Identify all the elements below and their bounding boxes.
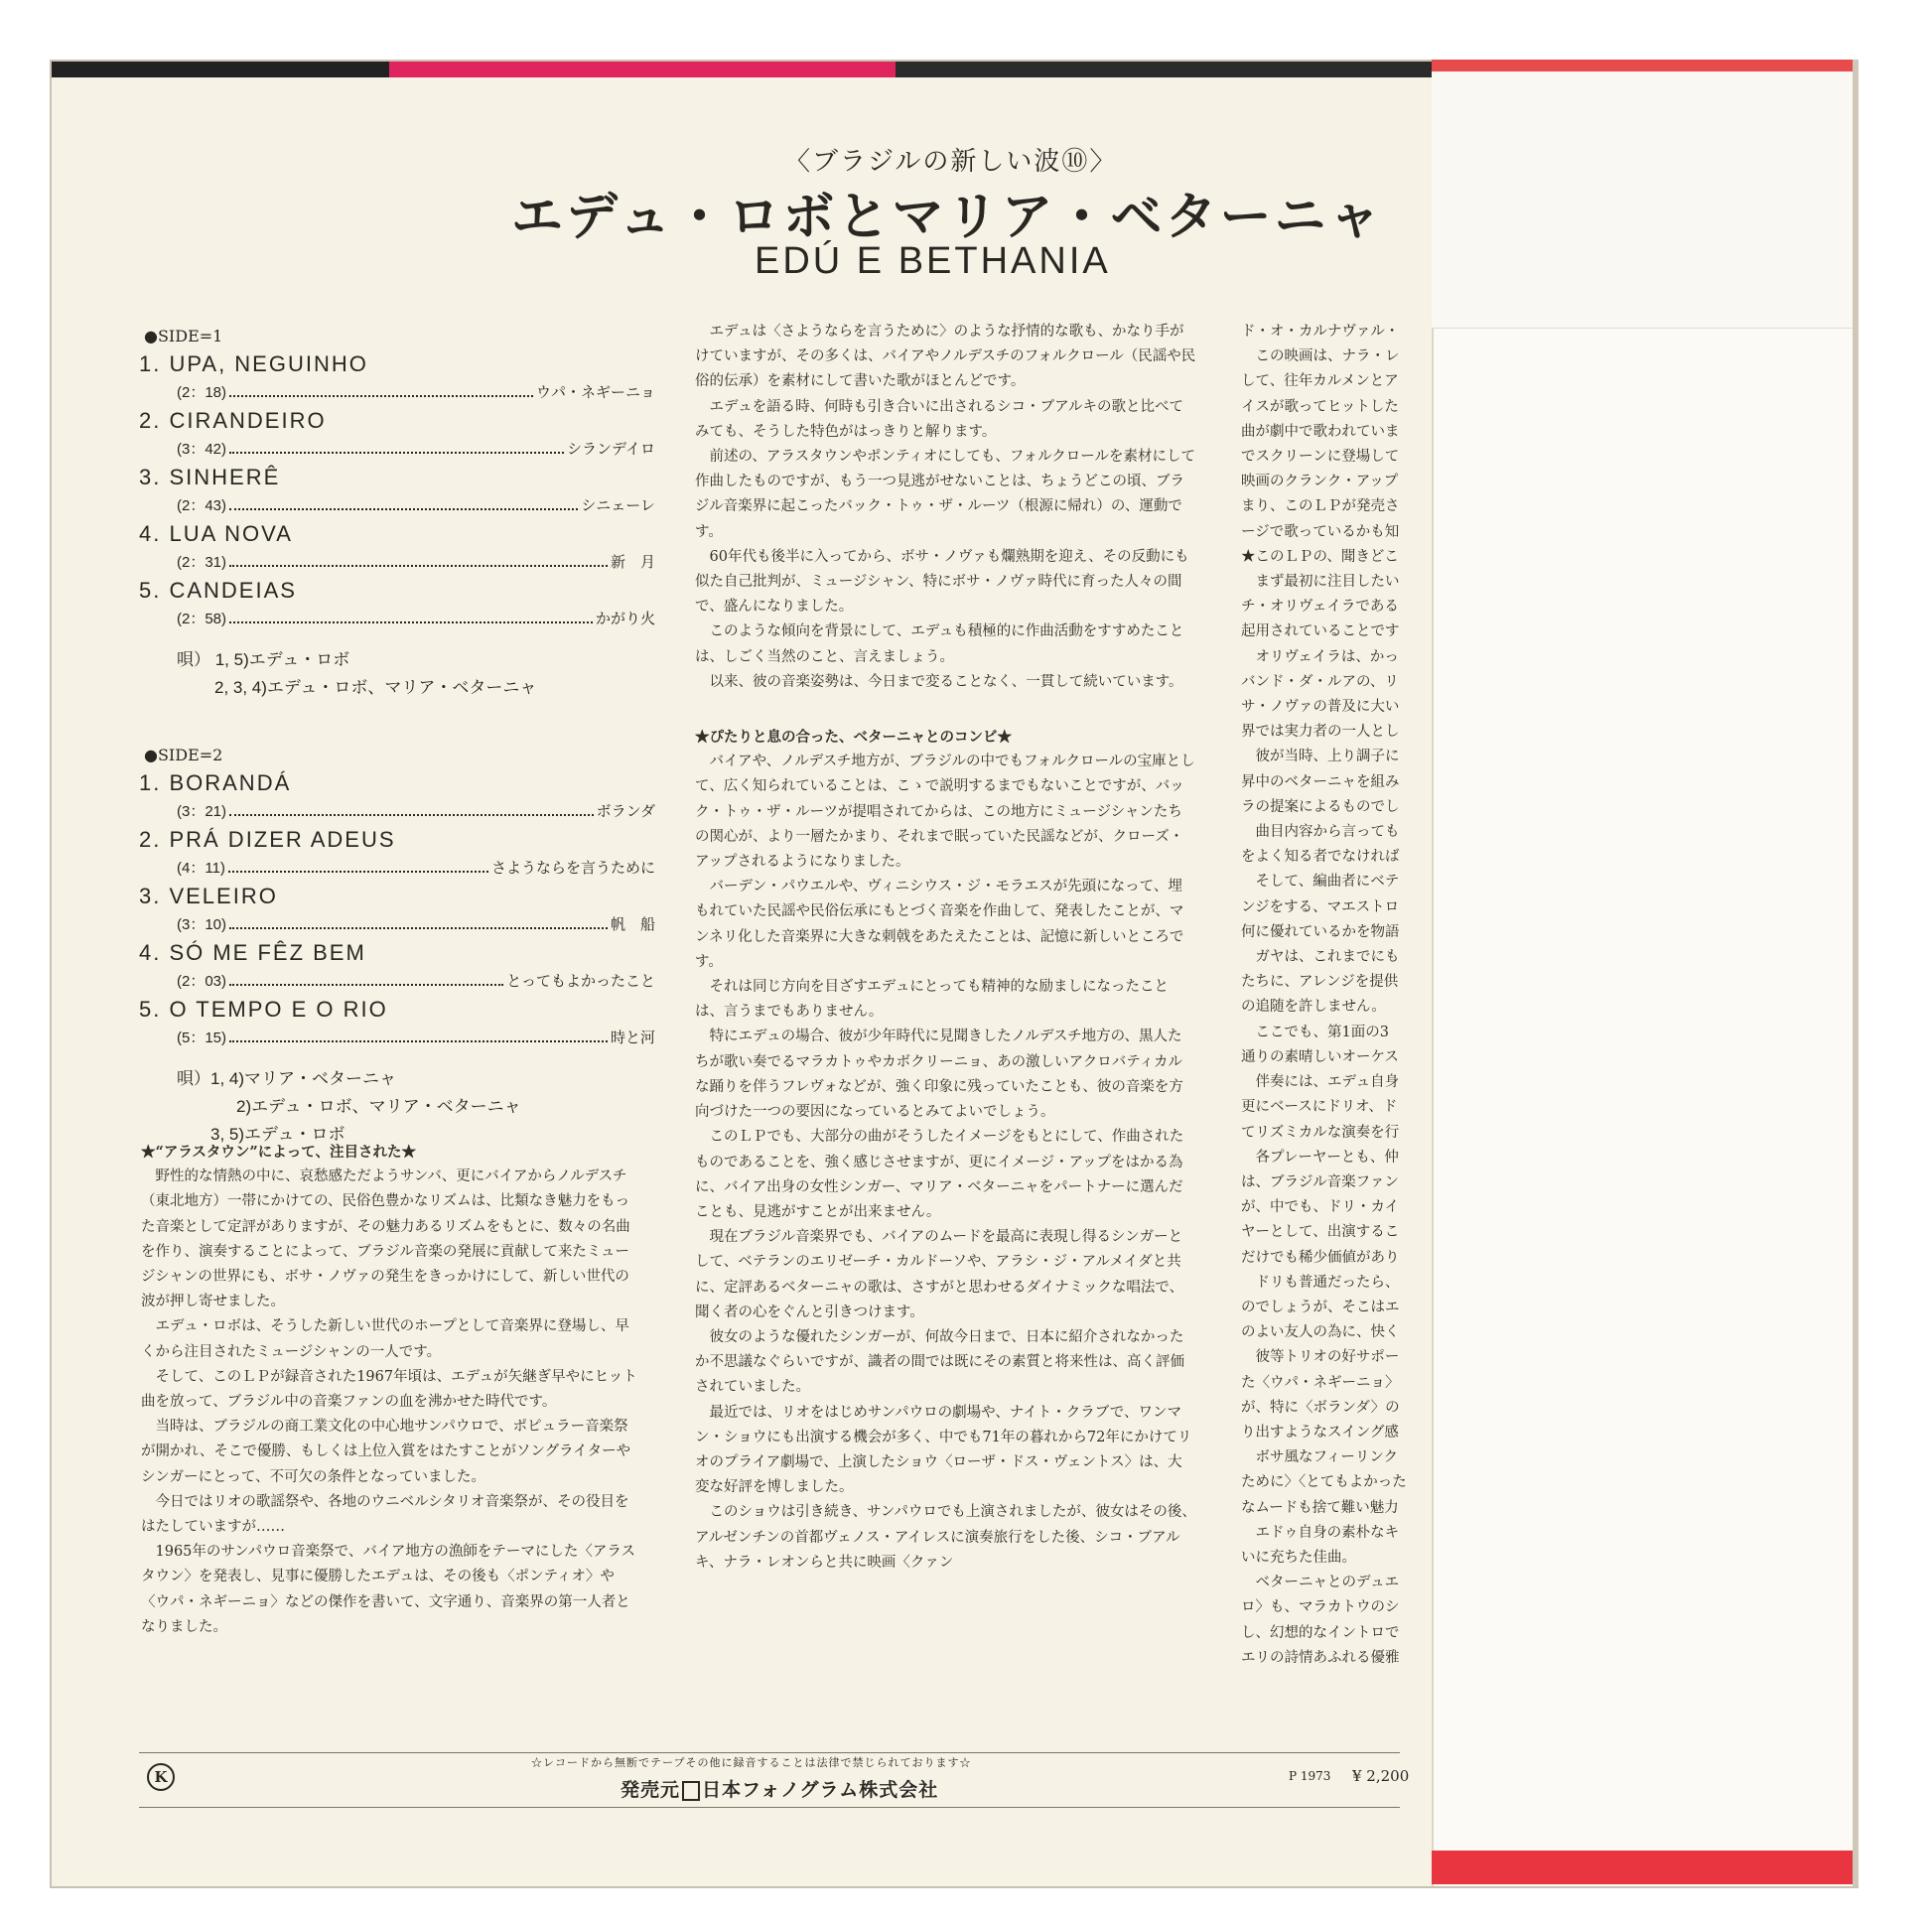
text-line: なムードも捨て難い魅力 [1241, 1499, 1399, 1516]
text-line: ージで歌っているかも知 [1241, 523, 1400, 540]
obi-strip [1432, 60, 1859, 1886]
text-line: ンジをする、マエストロ [1241, 898, 1400, 915]
track-title: 4. SÓ ME FÊZ BEM [139, 940, 366, 965]
track-duration: (3：42) [177, 441, 227, 458]
text-line: し、幻想的なイントロで [1241, 1624, 1400, 1641]
text-line: そして、編曲者にベテ [1241, 874, 1400, 891]
side2-label: ●SIDE=2 [144, 746, 223, 764]
side1-label: ●SIDE=1 [144, 327, 223, 345]
track-detail [177, 608, 655, 628]
track-duration: (2：03) [177, 973, 227, 990]
text-line: サ・ノヴァの普及に大い [1241, 699, 1400, 716]
section-heading: ★ぴたりと息の合った、ベターニャとのコンビ★ [695, 729, 1012, 747]
paragraph: バーデン・パウエルや、ヴィニシウス・ジ・モラエスが先頭になって、埋もれていた民謡や民俗伝承にもとづく音楽を作曲して、発表したことが、マンネリ化した音楽界に大きな刺戟をあたえたことは、記憶に新しいところです。 [695, 879, 1184, 970]
track-title: 2. PRÁ DIZER ADEUS [139, 827, 396, 852]
track-title: 1. UPA, NEGUINHO [139, 351, 368, 376]
paragraph: 今日ではリオの歌謡祭や、各地のウニベルシタリオ音楽祭が、その役目をはたしていますが…… [141, 1493, 629, 1536]
credit-line: 2, 3, 4)エデュ・ロボ、マリア・ベターニャ [214, 678, 537, 697]
text-line: ボサ風なフィーリンク [1241, 1449, 1399, 1466]
text-line: 曲目内容から言っても [1241, 824, 1400, 841]
paragraph: エデュを語る時、何時も引き合いに出されるシコ・ブアルキの歌と比べてみても、そうした特色がはっきりと解ります。 [695, 398, 1183, 440]
leader-dots [229, 814, 594, 816]
track-title: 5. O TEMPO E O RIO [139, 997, 388, 1022]
text-line: ドリも普通だったら、 [1241, 1274, 1400, 1291]
text-line: ベターニャとのデュエ [1241, 1575, 1400, 1591]
paragraph: 現在ブラジル音楽界でも、バイアのムードを最高に表現し得るシンガーとして、ベテランのエリゼーチ・カルドーソや、アラシ・ジ・アルメイダと共に、定評あるベターニャの歌は、さすがと思わせるダイナミックな唱法で、聞く者の心をぐんと引きつけます。 [695, 1229, 1184, 1320]
top-stripe-pink [389, 62, 896, 77]
text-line: ラの提案によるものでし [1241, 798, 1400, 815]
track-detail [177, 857, 655, 878]
text-line: いに充ちた佳曲。 [1241, 1549, 1356, 1566]
text-line: 彼等トリオの好サポー [1241, 1349, 1400, 1366]
leader-dots [229, 927, 608, 929]
leader-dots [229, 621, 593, 623]
text-line: てリズミカルな演奏を行 [1241, 1124, 1400, 1141]
credit-line: 唄）1, 4)マリア・ベターニャ [177, 1069, 397, 1088]
price: ¥ 2,200 [1352, 1767, 1410, 1785]
copyright-notice: ☆レコードから無断でテープその他に録音することは法律で禁じられております☆ [531, 1756, 972, 1769]
text-line: ヤーとして、出演するこ [1241, 1224, 1400, 1241]
publisher-name: 日本フォノグラム株式会社 [702, 1779, 939, 1801]
side1-tracks [139, 351, 655, 628]
text-line: だけでも稀少価値があり [1241, 1249, 1400, 1266]
text-line: 更にベースにドリオ、ド [1241, 1099, 1398, 1116]
track-detail [177, 913, 655, 934]
track-title-jp: 時と河 [610, 1030, 655, 1046]
liner-notes-middle [695, 320, 1196, 1576]
track-title: 1. BORANDÁ [139, 770, 292, 795]
text-line: り出すようなスイング感 [1241, 1424, 1399, 1441]
track-title-jp: 新 月 [610, 554, 655, 571]
text-line: ★このＬＰの、聞きどこ [1241, 548, 1399, 565]
text-line: 起用されていることです [1241, 623, 1400, 640]
text-line: まず最初に注目したい [1241, 574, 1400, 591]
text-line: 映画のクランク・アップ [1241, 474, 1399, 490]
obi-edge [1853, 60, 1859, 1886]
track-duration: (2：43) [177, 497, 227, 514]
paragraph: 60年代も後半に入ってから、ボサ・ノヴァも爛熟期を迎え、その反動にも似た自己批判が、ミュージシャン、特にボサ・ノヴァ時代に育った人々の間で、盛んになりました。 [695, 548, 1189, 616]
paragraph: 特にエデュの場合、彼が少年時代に見聞きしたノルデスチ地方の、黒人たちが歌い奏でるマラカトゥやカボクリーニョ、あの激しいアクロバティカルな踊りを伴うフレヴォなどが、強く印象に残っていたことも、彼の音楽を方向づけた一つの要因になっているとみてよいでしょう。 [695, 1029, 1183, 1121]
catalog-number: P 1973 [1289, 1769, 1331, 1783]
top-stripe-dark [52, 62, 389, 77]
paragraph: エデュ・ロボは、そうした新しい世代のホープとして音楽界に登場し、早くから注目されたミュージシャンの一人です。 [141, 1318, 629, 1360]
track-title-jp: さようならを言うために [490, 860, 655, 877]
text-line: 何に優れているかを物語 [1241, 923, 1400, 940]
track-title: 4. LUA NOVA [139, 521, 293, 546]
credit-line: 2)エデュ・ロボ、マリア・ベターニャ [236, 1097, 521, 1116]
text-line: して、往年カルメンとア [1241, 373, 1399, 390]
leader-dots [229, 1040, 608, 1042]
text-line: 各プレーヤーとも、仲 [1241, 1149, 1399, 1166]
track-duration: (3：21) [177, 803, 227, 820]
text-line: のよい友人の為に、快く [1241, 1324, 1400, 1341]
track-detail [177, 970, 655, 991]
publisher [621, 1775, 938, 1802]
liner-notes-right [1241, 320, 1430, 1710]
footer-rule-bottom [139, 1807, 1400, 1808]
obi-red-bottom [1432, 1851, 1857, 1884]
publisher-prefix: 発売元 [621, 1779, 681, 1801]
track-duration: (4：11) [177, 860, 225, 877]
track-title: 3. VELEIRO [139, 884, 278, 908]
track-title: 2. CIRANDEIRO [139, 408, 327, 433]
track-title-jp: シニェーレ [581, 497, 655, 514]
leader-dots [229, 395, 533, 397]
track-title-jp: シランデイロ [567, 441, 655, 458]
k-mark-logo: K [147, 1763, 175, 1791]
text-line: ガヤは、これまでにも [1241, 949, 1400, 966]
text-line: ド・オ・カルナヴァル・ [1241, 324, 1400, 340]
text-line: エドゥ自身の素朴なキ [1241, 1524, 1400, 1541]
track-title-jp: とってもよかったこと [506, 973, 655, 990]
series-title: 〈ブラジルの新しい波⑩〉 [784, 147, 1118, 177]
paragraph: 彼女のような優れたシンガーが、何故今日まで、日本に紹介されなかったか不思議なぐらいですが、識者の間では既にその素質と将来性は、高く評価されていました。 [695, 1328, 1184, 1396]
footer-rule-top [139, 1752, 1400, 1753]
text-line: ロ〉も、マラカトウのシ [1241, 1599, 1400, 1616]
track-duration: (2：31) [177, 554, 227, 571]
tracklist [139, 323, 655, 1149]
track-title-jp: ウパ・ネギーニョ [535, 384, 655, 401]
track-detail [177, 800, 655, 821]
text-line: た〈ウパ・ネギーニョ〉 [1241, 1374, 1400, 1391]
paragraph: 野性的な情熱の中に、哀愁感ただようサンバ、更にバイアからノルデスチ（東北地方）一帯にかけての、民俗色豊かなリズムは、比類なき魅力をもった音楽として定評がありますが、その魅力あるリズムをもとに、数々の名曲を作り、演奏することによって、ブラジル音楽の発展に貢献して来たミュージシャンの世界にも、ボサ・ノヴァの発生をきっかけにして、新しい世代の波が押し寄せました。 [141, 1168, 630, 1310]
text-line: のでしょうが、そこはエ [1241, 1299, 1400, 1315]
paragraph: 最近では、リオをはじめサンパウロの劇場や、ナイト・クラブで、ワンマン・ショウにも出演する機会が多く、中でも71年の暮れから72年にかけてリオのプライア劇場で、上演したショウ〈ローザ・ドス・ヴェントス〉は、大変な好評を博しました。 [695, 1404, 1192, 1496]
album-title-jp: エデュ・ロボとマリア・ベターニャ [511, 188, 1384, 247]
obi-red-top [1432, 60, 1857, 71]
paragraph: このショウは引き続き、サンパウロでも上演されましたが、彼女はその後、アルゼンチンの首都ヴェノス・アイレスに演奏旅行をした後、シコ・ブアルキ、ナラ・レオンらと共に映画〈クァン [695, 1504, 1196, 1571]
text-line: 通りの素晴しいオーケス [1241, 1048, 1399, 1065]
text-line: バンド・ダ・ルアの、リ [1241, 673, 1399, 690]
paragraph: 当時は、ブラジルの商工業文化の中心地サンパウロで、ポピュラー音楽祭が開かれ、そこで優勝、もしくは上位入賞をはたすことがソングライターやシンガーにとって、不可欠の条件となっていました。 [141, 1419, 631, 1485]
leader-dots [229, 984, 503, 986]
text-line: オリヴェイラは、かっ [1241, 648, 1399, 665]
leader-dots [229, 508, 578, 510]
paragraph: エデュは〈さようならを言うために〉のような抒情的な歌も、かなり手がけていますが、その多くは、バイアやノルデスチのフォルクロール（民謡や民俗的伝承）を素材にして書いた歌がほとんどです。 [695, 324, 1196, 390]
track-title-jp: ボランダ [596, 803, 655, 820]
credit-line: 唄） 1, 5)エデュ・ロボ [177, 650, 350, 669]
top-stripe-dark-right [896, 62, 1432, 77]
track-title: 5. CANDEIAS [139, 578, 297, 603]
text-line: 昇中のベターニャを組み [1241, 773, 1400, 790]
text-line: をよく知る者でなければ [1241, 849, 1400, 866]
album-title-en: EDÚ E BETHANIA [755, 240, 1111, 282]
track-title-jp: 帆 船 [610, 916, 655, 933]
text-line: でスクリーンに登場して [1241, 449, 1400, 466]
track-detail [177, 438, 655, 459]
text-line: 伴奏には、エデュ自身 [1241, 1074, 1400, 1091]
leader-dots [228, 871, 488, 873]
text-line: エリの詩情あふれる優雅 [1241, 1649, 1400, 1666]
credit-line: 3, 5)エデュ・ロボ [210, 1125, 345, 1144]
text-line: の追随を許しません。 [1241, 999, 1386, 1016]
text-line: 界では実力者の一人とし [1241, 724, 1400, 741]
side1-credits [177, 646, 655, 702]
track-detail [177, 494, 655, 515]
text-line: ここでも、第1面の3 [1241, 1024, 1389, 1040]
track-detail [177, 1027, 655, 1047]
text-line: この映画は、ナラ・レ [1241, 348, 1400, 365]
text-line: 曲が劇中で歌われていま [1241, 423, 1400, 440]
text-line: まり、このＬＰが発売さ [1241, 498, 1400, 515]
text-line: 彼が当時、上り調子に [1241, 749, 1400, 765]
text-line: が、特に〈ボランダ〉の [1241, 1399, 1400, 1416]
paragraph: それは同じ方向を目ざすエデュにとっても精神的な励ましになったことは、言うまでもありません。 [695, 979, 1170, 1021]
text-line: たちに、アレンジを提供 [1241, 974, 1399, 991]
phonogram-logo-icon [682, 1781, 700, 1801]
text-line: ために〉〈とてもよかった [1241, 1474, 1407, 1491]
track-title: 3. SINHERÊ [139, 465, 281, 489]
text-line: が、中でも、ドリ・カイ [1241, 1199, 1400, 1216]
track-detail [177, 381, 655, 402]
liner-notes-left [141, 1132, 642, 1640]
leader-dots [229, 452, 564, 454]
text-line: は、ブラジル音楽ファン [1241, 1173, 1399, 1190]
paragraph: そして、このＬＰが録音された1967年頃は、エデュが矢継ぎ早やにヒット曲を放って、ブラジル中の音楽ファンの血を沸かせた時代です。 [141, 1368, 637, 1411]
track-title-jp: かがり火 [595, 611, 655, 627]
track-detail [177, 551, 655, 572]
paragraph: 1965年のサンパウロ音楽祭で、バイア地方の漁師をテーマにした〈アラスタウン〉を発表し、見事に優勝したエデュは、その後も〈ポンティオ〉や〈ウパ・ネギーニョ〉などの傑作を書いて、文字通り、音楽界の第一人者となりました。 [141, 1544, 635, 1635]
paragraph: バイアや、ノルデスチ地方が、ブラジルの中でもフォルクロールの宝庫として、広く知られていることは、こゝで説明するまでもないことですが、バック・トゥ・ザ・ルーツが提唱されてからは、この地方にミュージシャンたちの関心が、より一層たかまり、それまで眠っていた民謡などが、クローズ・アップされるようになりました。 [695, 754, 1195, 871]
side2-tracks [139, 770, 655, 1047]
paragraph: 以来、彼の音楽姿勢は、今日まで変ることなく、一貫して続いています。 [709, 673, 1183, 690]
leader-dots [229, 565, 608, 567]
paragraph: 前述の、アラスタウンやポンティオにしても、フォルクロールを素材にして作曲したものですが、もう一つ見逃がせないことは、ちょうどこの頃、ブラジル音楽界に起こったバック・トゥ・ザ・ルーツ（根源に帰れ）の、運動です。 [695, 449, 1196, 540]
track-duration: (5：15) [177, 1030, 227, 1046]
obi-fold [1432, 60, 1857, 329]
track-duration: (2：58) [177, 611, 227, 627]
text-line: チ・オリヴェイラである [1241, 599, 1399, 616]
track-duration: (3：10) [177, 916, 227, 933]
paragraph: このような傾向を背景にして、エデュも積極的に作曲活動をすすめたことは、しごく当然のこと、言えましょう。 [695, 623, 1184, 665]
paragraph: このＬＰでも、大部分の曲がそうしたイメージをもとにして、作曲されたものであることを、強く感じさせますが、更にイメージ・アップをはかる為に、バイア出身の女性シンガー、マリア・ベターニャをパートナーに選んだことも、見逃がすことが出来ません。 [695, 1129, 1184, 1220]
section-heading: ★“アラスタウン”によって、注目された★ [141, 1144, 416, 1161]
track-duration: (2：18) [177, 384, 227, 401]
text-line: イスが歌ってヒットした [1241, 398, 1399, 415]
